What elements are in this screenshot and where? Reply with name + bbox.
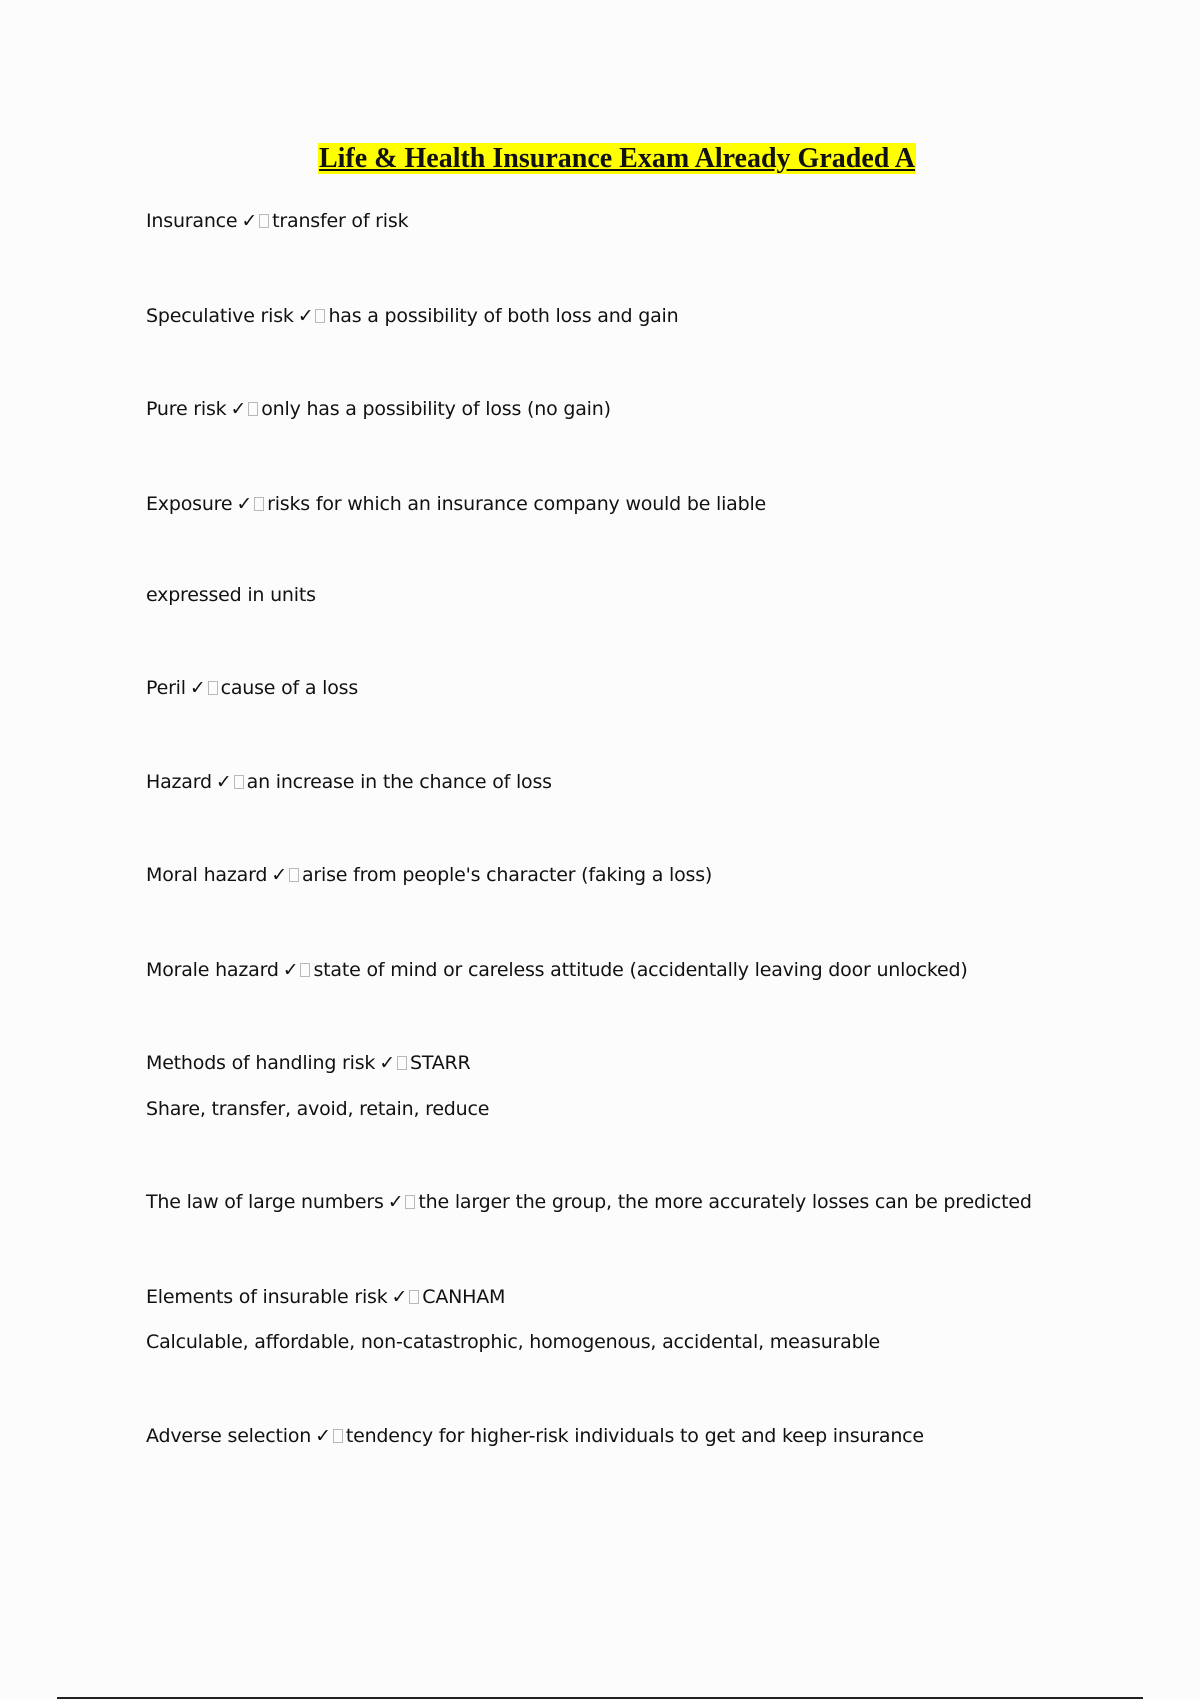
entry-definition: only has a possibility of loss (no gain) <box>261 398 611 420</box>
entry-insurance <box>146 209 408 233</box>
entry-definition: the larger the group, the more accurately losses can be predicted <box>418 1191 1032 1213</box>
box-glyph-icon <box>315 309 325 323</box>
entry-definition: risks for which an insurance company would be liable <box>267 493 767 515</box>
entry-exposure <box>146 492 766 516</box>
entry-term: Speculative risk <box>146 305 294 327</box>
entry-continuation <box>146 1330 880 1354</box>
entry-definition: state of mind or careless attitude (accidentally leaving door unlocked) <box>313 959 968 981</box>
box-glyph-icon <box>397 1056 407 1070</box>
box-glyph-icon <box>208 681 218 695</box>
entry-speculative-risk <box>146 304 678 328</box>
check-icon: ✓ <box>282 959 299 981</box>
entry-methods-of-handling-risk <box>146 1051 471 1075</box>
entry-term: Elements of insurable risk <box>146 1286 388 1308</box>
check-icon: ✓ <box>215 771 232 793</box>
entry-morale-hazard <box>146 958 968 982</box>
footer-divider <box>57 1697 1143 1699</box>
entry-hazard <box>146 770 552 794</box>
check-icon: ✓ <box>271 864 287 886</box>
check-icon: ✓ <box>379 1052 395 1074</box>
check-icon: ✓ <box>297 305 314 327</box>
entry-text: Calculable, affordable, non-catastrophic, homogenous, accidental, measurable <box>146 1331 881 1353</box>
entry-term: Hazard <box>146 771 212 793</box>
entry-term: Adverse selection <box>146 1425 312 1447</box>
entry-law-of-large-numbers <box>146 1190 1032 1214</box>
entry-definition: tendency for higher-risk individuals to get and keep insurance <box>345 1425 924 1447</box>
entry-text: Share, transfer, avoid, retain, reduce <box>146 1098 490 1120</box>
box-glyph-icon <box>234 775 244 789</box>
entry-elements-of-insurable-risk <box>146 1285 505 1309</box>
entry-moral-hazard <box>146 863 712 887</box>
entry-continuation <box>146 1097 489 1121</box>
box-glyph-icon <box>405 1195 415 1209</box>
box-glyph-icon <box>289 868 299 882</box>
entry-term: Morale hazard <box>146 959 279 981</box>
page-title-text: Life & Health Insurance Exam Already Graded A <box>318 143 916 174</box>
entry-term: Methods of handling risk <box>146 1052 376 1074</box>
box-glyph-icon <box>409 1290 419 1304</box>
check-icon: ✓ <box>241 210 258 232</box>
entry-definition: transfer of risk <box>272 210 409 232</box>
check-icon: ✓ <box>230 398 247 420</box>
box-glyph-icon <box>259 214 269 228</box>
entry-term: Exposure <box>146 493 233 515</box>
entry-text: expressed in units <box>146 584 316 606</box>
check-icon: ✓ <box>315 1425 331 1447</box>
check-icon: ✓ <box>236 493 253 515</box>
entry-definition: CANHAM <box>422 1286 506 1308</box>
box-glyph-icon <box>248 402 258 416</box>
entry-definition: arise from people's character (faking a loss) <box>301 864 713 886</box>
check-icon: ✓ <box>391 1286 408 1308</box>
entry-definition: cause of a loss <box>220 677 359 699</box>
entry-term: Insurance <box>146 210 238 232</box>
check-icon: ✓ <box>387 1191 404 1213</box>
page-title <box>0 142 1200 176</box>
entry-continuation <box>146 583 316 607</box>
entry-term: Peril <box>146 677 186 699</box>
entry-definition: STARR <box>409 1052 471 1074</box>
entry-pure-risk <box>146 397 611 421</box>
entry-definition: has a possibility of both loss and gain <box>328 305 679 327</box>
box-glyph-icon <box>333 1429 343 1443</box>
entry-term: The law of large numbers <box>146 1191 384 1213</box>
entry-adverse-selection <box>146 1424 924 1448</box>
entry-term: Moral hazard <box>146 864 268 886</box>
box-glyph-icon <box>300 963 310 977</box>
entry-peril <box>146 676 358 700</box>
check-icon: ✓ <box>189 677 206 699</box>
box-glyph-icon <box>254 497 264 511</box>
entry-definition: an increase in the chance of loss <box>246 771 552 793</box>
entry-term: Pure risk <box>146 398 227 420</box>
